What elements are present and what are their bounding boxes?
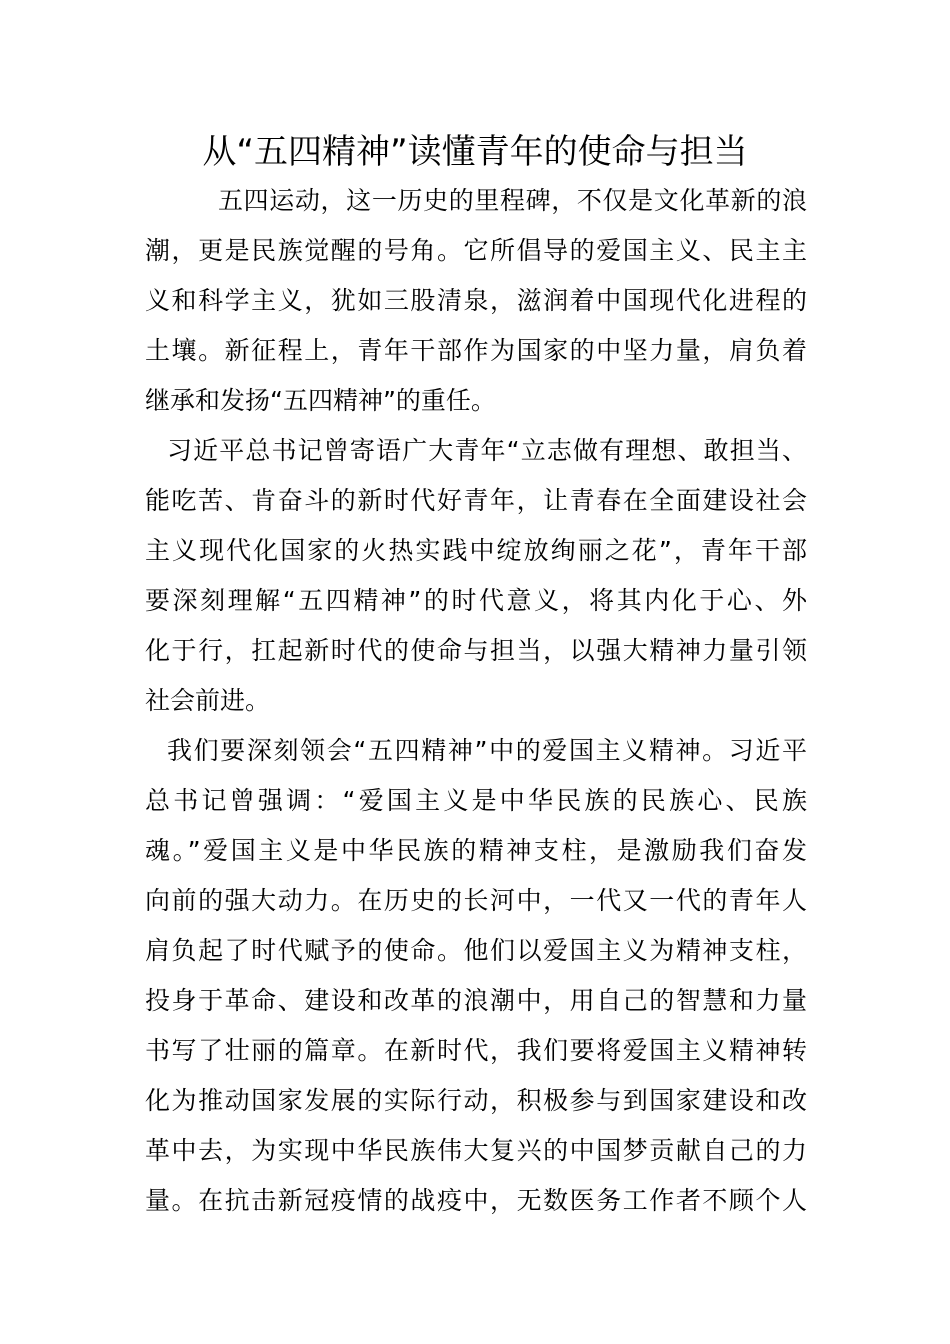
paragraph-line: 革中去，为实现中华民族伟大复兴的中国梦贡献自己的力 [145, 1136, 807, 1165]
paragraph-line: 能吃苦、肯奋斗的新时代好青年，让青春在全面建设社会 [145, 486, 807, 515]
paragraph-3 [145, 726, 807, 1226]
paragraph-line: 要深刻理解“五四精神”的时代意义，将其内化于心、外 [145, 586, 807, 615]
paragraph-line: 投身于革命、建设和改革的浪潮中，用自己的智慧和力量 [145, 986, 807, 1015]
paragraph-line: 主义现代化国家的火热实践中绽放绚丽之花”，青年干部 [145, 536, 807, 565]
paragraph-line: 土壤。新征程上，青年干部作为国家的中坚力量，肩负着 [145, 336, 807, 365]
paragraph-line: 肩负起了时代赋予的使命。他们以爱国主义为精神支柱， [145, 936, 807, 965]
paragraph-line: 义和科学主义，犹如三股清泉，滋润着中国现代化进程的 [145, 286, 807, 315]
paragraph-line: 习近平总书记曾寄语广大青年“立志做有理想、敢担当、 [167, 436, 807, 465]
document-title: 从“五四精神”读懂青年的使命与担当 [202, 132, 748, 172]
paragraph-line: 社会前进。 [145, 686, 271, 715]
paragraph-line: 我们要深刻领会“五四精神”中的爱国主义精神。习近平 [167, 736, 807, 765]
paragraph-line: 书写了壮丽的篇章。在新时代，我们要将爱国主义精神转 [145, 1036, 807, 1065]
paragraph-line: 潮，更是民族觉醒的号角。它所倡导的爱国主义、民主主 [145, 236, 807, 265]
paragraph-line: 化于行，扛起新时代的使命与担当，以强大精神力量引领 [145, 636, 807, 665]
paragraph-2 [145, 426, 807, 726]
paragraph-line: 向前的强大动力。在历史的长河中，一代又一代的青年人 [145, 886, 807, 915]
paragraph-line: 化为推动国家发展的实际行动，积极参与到国家建设和改 [145, 1086, 807, 1115]
paragraph-line: 五四运动，这一历史的里程碑，不仅是文化革新的浪 [218, 186, 807, 215]
paragraph-line: 继承和发扬“五四精神”的重任。 [145, 386, 496, 415]
paragraph-line: 魂。”爱国主义是中华民族的精神支柱，是激励我们奋发 [145, 836, 807, 865]
paragraph-line: 量。在抗击新冠疫情的战疫中，无数医务工作者不顾个人 [145, 1186, 807, 1215]
document-body [145, 176, 807, 1226]
paragraph-line: 总书记曾强调：“爱国主义是中华民族的民族心、民族 [145, 786, 807, 815]
paragraph-1 [145, 176, 807, 426]
